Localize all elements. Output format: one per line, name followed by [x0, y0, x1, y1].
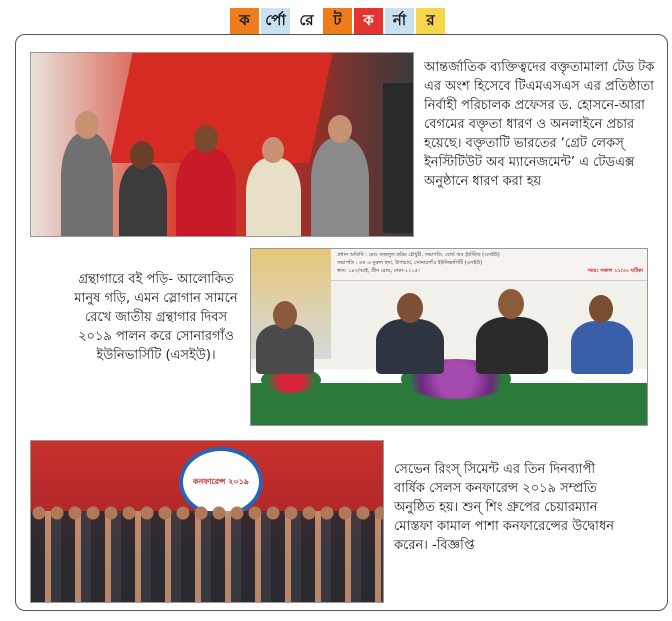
header-letter: রে [292, 8, 321, 34]
person [571, 321, 633, 374]
story2-caption-text: গ্রন্থাগারে বই পড়ি- আলোকিত মানুষ গড়ি, এমন স্লোগান সামনে রেখে জাতীয় গ্রন্থাগার দিবস ২০১৯ পালন করে সোনারগাঁও ইউনিভার্সিটি (এসইউ)। [74, 272, 238, 363]
person-head [273, 301, 297, 329]
header-letter: র্পো [261, 8, 290, 34]
person-head [130, 141, 154, 169]
dark-screen [383, 83, 413, 233]
person [119, 163, 167, 237]
person [311, 138, 369, 237]
person [61, 133, 113, 237]
person-head [75, 111, 99, 139]
person-head [194, 125, 218, 153]
person-head [328, 115, 352, 143]
header-letter: ট [323, 8, 352, 34]
story1-caption [424, 58, 656, 191]
sales-conference-photo [30, 440, 384, 603]
person-head [589, 295, 613, 323]
person [376, 319, 444, 374]
stage-banner [331, 249, 648, 281]
story3-caption [394, 460, 614, 555]
story2-caption [70, 270, 242, 365]
audience-heads [31, 503, 384, 523]
person [246, 158, 301, 237]
story3-caption-text: সেভেন রিংস্ সিমেন্ট এর তিন দিনব্যাপী বার্ষিক সেলস কনফারেন্স ২০১৯ সম্প্রতি অনুষ্ঠিত হয়। শুন্ শিং গ্রুপের চেয়ারম্যান মোস্তফা কামাল পাশা কনফারেন্সের উদ্বোধন করেন। -বিজ্ঞপ্তি [394, 462, 614, 553]
audience-group [31, 511, 384, 603]
person-head [262, 137, 284, 163]
person-head [397, 293, 423, 323]
tedx-group-photo [30, 52, 414, 237]
person [256, 324, 314, 374]
header-letter: র্না [385, 8, 414, 34]
person-head [498, 289, 524, 319]
person [176, 148, 236, 237]
header-letter: ক [230, 8, 259, 34]
header-letter: র [416, 8, 445, 34]
conference-logo-text: কনফারেন্স ২০১৯ [192, 476, 250, 486]
library-day-photo [250, 248, 648, 426]
header-letter: ক [354, 8, 383, 34]
story1-caption-text: আন্তর্জাতিক ব্যক্তিত্বদের বক্তৃতামালা টেড টক এর অংশ হিসেবে টিএমএসএস এর প্রতিষ্ঠাতা নির্বাহী পরিচালক প্রফেসর ড. হোসনে-আরা বেগমের বক্তৃতা ধারণ ও অনলাইনে প্রচার হয়েছে। বক্তৃতাটি ভারতের ‘গ্রেট লেকস্ ইনস্টিটিউট অব ম্যানেজমেন্ট’ এ টেডএক্স অনুষ্ঠানে ধারণ করা হয় [424, 60, 655, 189]
banner-line: সভাপতি : এম এ নুরুল হুদা, উপাচার্য, সোনারগাঁও ইউনিভার্সিটি (এসইউ) [337, 260, 483, 266]
person [476, 317, 548, 374]
banner-line: স্থান: ১৪৭/আই, গ্রীন রোড, ঢাকা-১২১৫। [337, 268, 420, 274]
section-header-corporate-corner [230, 8, 447, 34]
banner-line: প্রধান অতিথি : মোঃ ফজলুল করিম চৌধুরী, সভাপতি, বোর্ড অব ট্রাস্টিজ (এসইউ) [337, 252, 500, 258]
banner-time: সময়: সকাল ১১:৩০ ঘটিকা [587, 268, 643, 274]
